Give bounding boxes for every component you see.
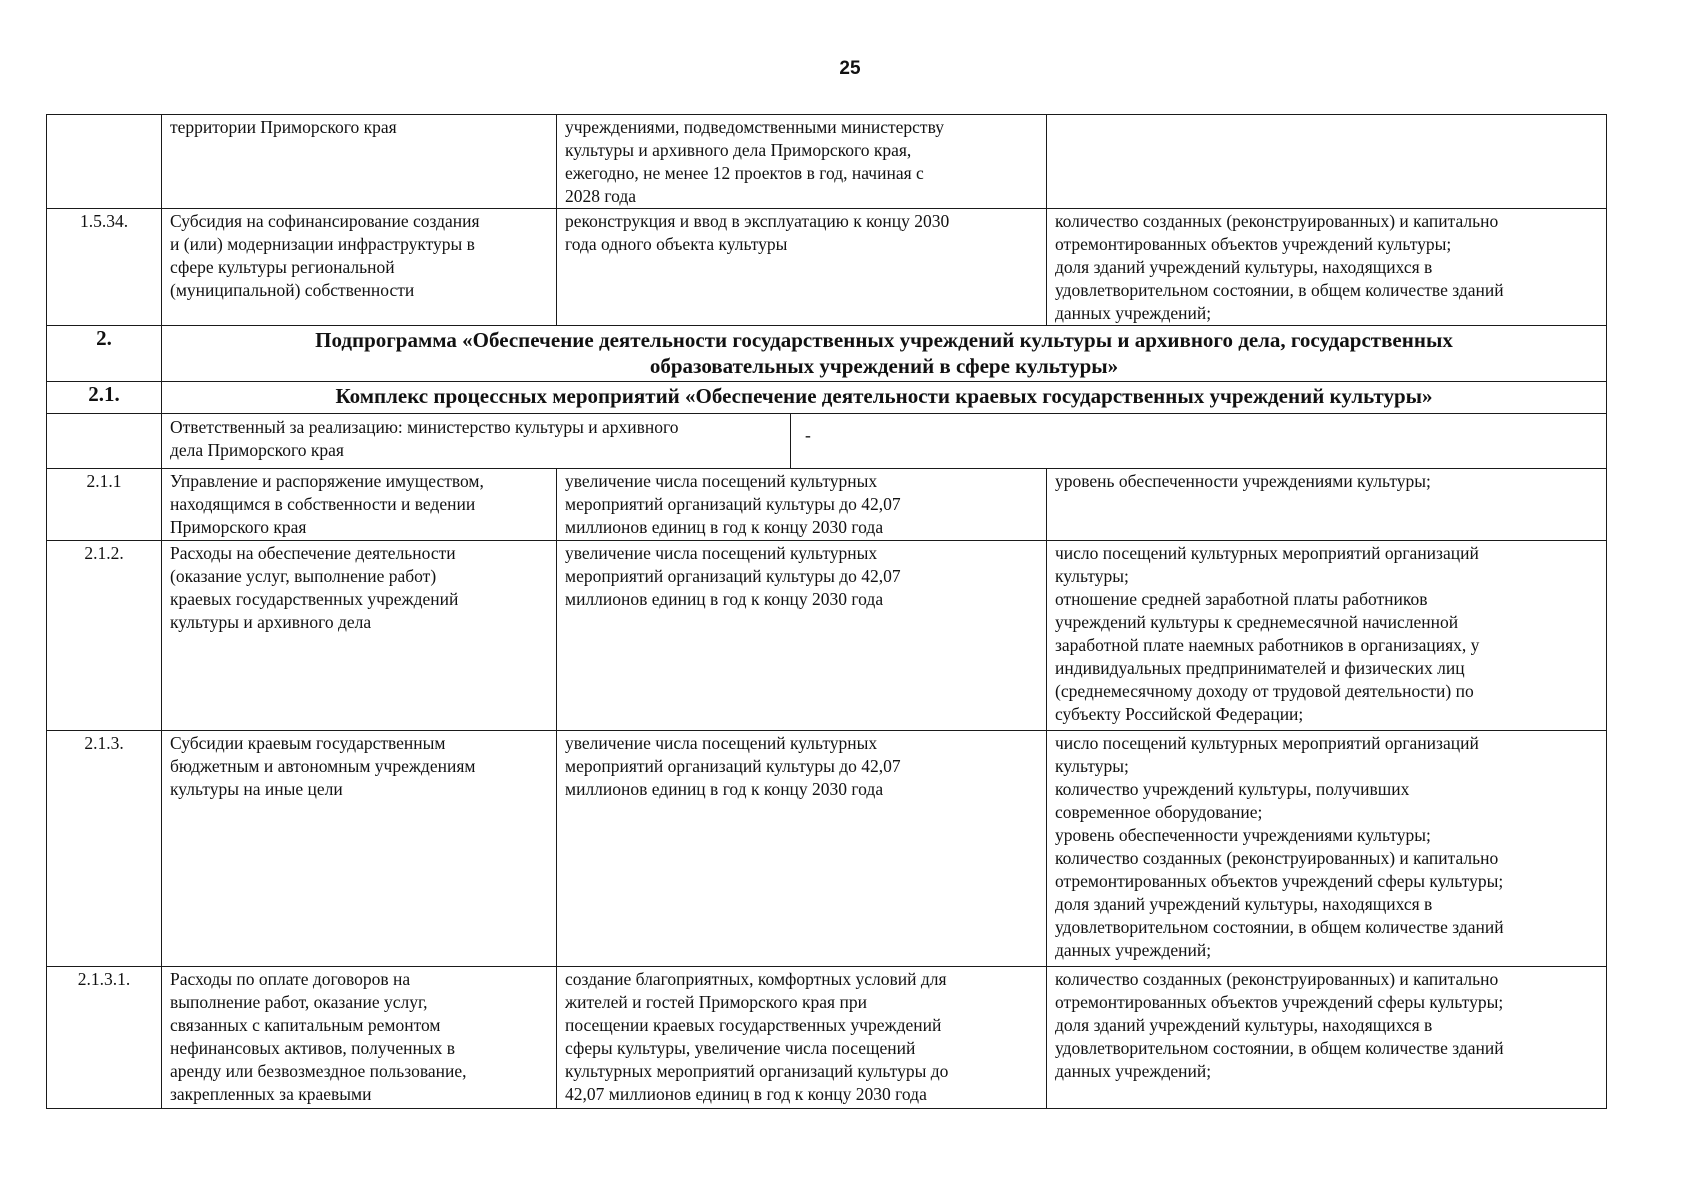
row-number: 2.1.1: [47, 469, 162, 541]
cell-text-line: нефинансовых активов, полученных в: [170, 1038, 455, 1058]
responsible-dash: [790, 414, 811, 468]
cell-text-line: отремонтированных объектов учреждений сферы культуры;: [1055, 992, 1504, 1012]
cell-text-line: данных учреждений;: [1055, 940, 1212, 960]
cell-text-line: выполнение работ, оказание услуг,: [170, 992, 428, 1012]
cell-text-line: индивидуальных предпринимателей и физических лиц: [1055, 658, 1465, 678]
dash-text: -: [805, 425, 811, 445]
cell-text-line: реконструкция и ввод в эксплуатацию к концу 2030: [565, 211, 950, 231]
result-cell: [557, 967, 1047, 1109]
cell-text-line: года одного объекта культуры: [565, 234, 788, 254]
row-number: [47, 414, 162, 469]
cell-text-line: закрепленных за краевыми: [170, 1084, 372, 1104]
cell-text-line: мероприятий организаций культуры до 42,07: [565, 494, 901, 514]
measure-name-cell: [162, 967, 557, 1109]
cell-text-line: (муниципальной) собственности: [170, 280, 415, 300]
cell-text-line: число посещений культурных мероприятий организаций: [1055, 543, 1479, 563]
table-row: [47, 115, 1607, 209]
section-number: 2.1.: [47, 382, 162, 414]
indicator-cell: [1047, 115, 1607, 209]
cell-text-line: посещении краевых государственных учреждений: [565, 1015, 942, 1035]
cell-text-line: и (или) модернизации инфраструктуры в: [170, 234, 475, 254]
cell-text-line: мероприятий организаций культуры до 42,07: [565, 566, 901, 586]
cell-text-line: культуры и архивного дела: [170, 612, 372, 632]
cell-text-line: удовлетворительном состоянии, в общем количестве зданий: [1055, 1038, 1504, 1058]
cell-text-line: увеличение числа посещений культурных: [565, 733, 878, 753]
cell-text-line: отношение средней заработной платы работников: [1055, 589, 1428, 609]
measure-name-cell: [162, 115, 557, 209]
cell-text-line: культуры на иные цели: [170, 779, 343, 799]
table-row: [47, 967, 1607, 1109]
cell-text-line: находящимся в собственности и ведении: [170, 494, 476, 514]
heading-line: Подпрограмма «Обеспечение деятельности государственных учреждений культуры и архивного дела, государственных: [315, 328, 1453, 352]
page-number: 25: [839, 58, 861, 79]
cell-text-line: бюджетным и автономным учреждениям: [170, 756, 476, 776]
complex-heading-row: [47, 382, 1607, 414]
cell-text-line: отремонтированных объектов учреждений культуры;: [1055, 234, 1452, 254]
cell-text-line: территории Приморского края: [170, 117, 397, 137]
cell-text-line: количество созданных (реконструированных) и капитально: [1055, 211, 1499, 231]
cell-text-line: культуры;: [1055, 756, 1129, 776]
cell-text-line: миллионов единиц в год к концу 2030 года: [565, 517, 884, 537]
row-number: 2.1.3.1.: [47, 967, 162, 1109]
cell-text-line: аренду или безвозмездное пользование,: [170, 1061, 467, 1081]
cell-text-line: удовлетворительном состоянии, в общем количестве зданий: [1055, 917, 1504, 937]
row-number: 2.1.3.: [47, 731, 162, 967]
cell-text-line: доля зданий учреждений культуры, находящихся в: [1055, 257, 1433, 277]
heading-line: образовательных учреждений в сфере культуры»: [649, 354, 1119, 378]
measure-name-cell: [162, 731, 557, 967]
row-number: 1.5.34.: [47, 209, 162, 326]
result-cell: [557, 541, 1047, 731]
cell-text-line: доля зданий учреждений культуры, находящихся в: [1055, 894, 1433, 914]
cell-text-line: данных учреждений;: [1055, 1061, 1212, 1081]
table-row: [47, 731, 1607, 967]
row-number: [47, 115, 162, 209]
cell-text-line: создание благоприятных, комфортных условий для: [565, 969, 947, 989]
result-cell: [557, 731, 1047, 967]
table-row: [47, 541, 1607, 731]
responsible-row: [47, 414, 1607, 469]
indicator-cell: [1047, 541, 1607, 731]
subprogram-heading-row: [47, 326, 1607, 382]
cell-text-line: миллионов единиц в год к концу 2030 года: [565, 779, 884, 799]
cell-text-line: уровень обеспеченности учреждениями культуры;: [1055, 825, 1431, 845]
table-row: [47, 209, 1607, 326]
cell-text-line: дела Приморского края: [170, 440, 344, 460]
cell-text-line: краевых государственных учреждений: [170, 589, 459, 609]
cell-text-line: культурных мероприятий организаций культуры до: [565, 1061, 949, 1081]
cell-text-line: количество учреждений культуры, получивших: [1055, 779, 1410, 799]
cell-text-line: число посещений культурных мероприятий организаций: [1055, 733, 1479, 753]
cell-text-line: культуры и архивного дела Приморского края,: [565, 140, 912, 160]
cell-text-line: доля зданий учреждений культуры, находящихся в: [1055, 1015, 1433, 1035]
indicator-cell: [1047, 731, 1607, 967]
cell-text-line: данных учреждений;: [1055, 303, 1212, 323]
section-number: 2.: [47, 326, 162, 382]
cell-text-line: субъекту Российской Федерации;: [1055, 704, 1304, 724]
cell-text-line: Расходы на обеспечение деятельности: [170, 543, 456, 563]
cell-text-line: увеличение числа посещений культурных: [565, 543, 878, 563]
cell-text-line: учреждений культуры к среднемесячной начисленной: [1055, 612, 1459, 632]
result-cell: [557, 469, 1047, 541]
cell-text-line: Расходы по оплате договоров на: [170, 969, 411, 989]
result-cell: [557, 209, 1047, 326]
cell-text-line: современное оборудование;: [1055, 802, 1263, 822]
cell-text-line: Приморского края: [170, 517, 307, 537]
program-table: [46, 114, 1607, 1109]
cell-text-line: миллионов единиц в год к концу 2030 года: [565, 589, 884, 609]
cell-text-line: Управление и распоряжение имуществом,: [170, 471, 484, 491]
measure-name-cell: [162, 209, 557, 326]
row-number: 2.1.2.: [47, 541, 162, 731]
indicator-cell: [1047, 967, 1607, 1109]
cell-text-line: Субсидия на софинансирование создания: [170, 211, 480, 231]
complex-title: [162, 382, 1607, 414]
cell-text-line: Субсидии краевым государственным: [170, 733, 446, 753]
cell-text-line: 42,07 миллионов единиц в год к концу 2030 года: [565, 1084, 927, 1104]
result-cell: [557, 115, 1047, 209]
cell-text-line: отремонтированных объектов учреждений сферы культуры;: [1055, 871, 1504, 891]
table-row: [47, 469, 1607, 541]
cell-text-line: связанных с капитальным ремонтом: [170, 1015, 441, 1035]
subprogram-title: [162, 326, 1607, 382]
cell-text-line: 2028 года: [565, 186, 637, 206]
cell-text-line: количество созданных (реконструированных) и капитально: [1055, 848, 1499, 868]
cell-text-line: (оказание услуг, выполнение работ): [170, 566, 437, 586]
cell-text-line: культуры;: [1055, 566, 1129, 586]
responsible-cell: [162, 414, 1607, 469]
cell-text-line: Ответственный за реализацию: министерство культуры и архивного: [170, 417, 679, 437]
heading-line: Комплекс процессных мероприятий «Обеспечение деятельности краевых государственных учреждений культуры»: [335, 384, 1433, 408]
responsible-text: [170, 414, 790, 468]
cell-text-line: учреждениями, подведомственными министерству: [565, 117, 944, 137]
measure-name-cell: [162, 469, 557, 541]
cell-text-line: увеличение числа посещений культурных: [565, 471, 878, 491]
indicator-cell: [1047, 209, 1607, 326]
cell-text-line: уровень обеспеченности учреждениями культуры;: [1055, 471, 1431, 491]
cell-text-line: количество созданных (реконструированных) и капитально: [1055, 969, 1499, 989]
cell-text-line: сфере культуры региональной: [170, 257, 395, 277]
cell-text-line: (среднемесячному доходу от трудовой деятельности) по: [1055, 681, 1474, 701]
cell-text-line: заработной плате наемных работников в организациях, у: [1055, 635, 1480, 655]
cell-text-line: жителей и гостей Приморского края при: [565, 992, 867, 1012]
cell-text-line: сферы культуры, увеличение числа посещений: [565, 1038, 916, 1058]
cell-text-line: ежегодно, не менее 12 проектов в год, начиная с: [565, 163, 924, 183]
cell-text-line: удовлетворительном состоянии, в общем количестве зданий: [1055, 280, 1504, 300]
measure-name-cell: [162, 541, 557, 731]
cell-text-line: мероприятий организаций культуры до 42,07: [565, 756, 901, 776]
indicator-cell: [1047, 469, 1607, 541]
